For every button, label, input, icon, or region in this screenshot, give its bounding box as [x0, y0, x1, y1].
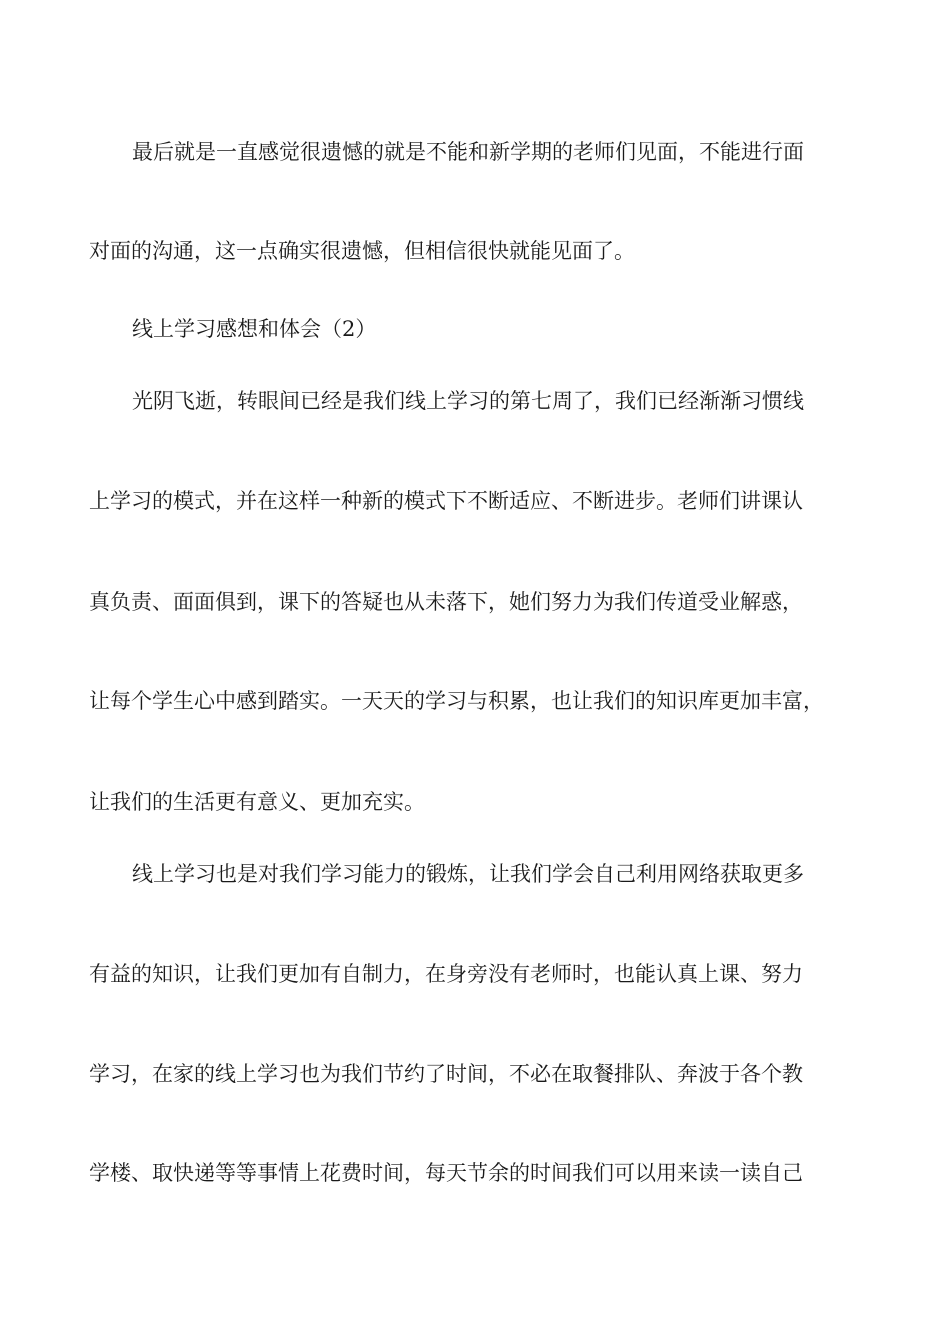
paragraph-3-line-1: 线上学习也是对我们学习能力的锻炼，让我们学会自己利用网络获取更多	[132, 862, 804, 886]
paragraph-1-line-1: 最后就是一直感觉很遗憾的就是不能和新学期的老师们见面，不能进行面	[132, 140, 804, 164]
paragraph-3-line-4: 学楼、取快递等等事情上花费时间，每天节余的时间我们可以用来读一读自己	[89, 1161, 803, 1185]
paragraph-1-line-2: 对面的沟通，这一点确实很遗憾，但相信很快就能见面了。	[89, 239, 635, 263]
paragraph-2-line-1: 光阴飞逝，转眼间已经是我们线上学习的第七周了，我们已经渐渐习惯线	[132, 389, 804, 413]
paragraph-2-line-3: 真负责、面面俱到，课下的答疑也从未落下，她们努力为我们传道受业解惑，	[89, 590, 803, 614]
paragraph-2-line-2: 上学习的模式，并在这样一种新的模式下不断适应、不断进步。老师们讲课认	[89, 489, 803, 513]
paragraph-3-line-3: 学习，在家的线上学习也为我们节约了时间，不必在取餐排队、奔波于各个教	[89, 1062, 803, 1086]
section-heading: 线上学习感想和体会（2）	[132, 317, 377, 341]
paragraph-2-line-5: 让我们的生活更有意义、更加充实。	[89, 790, 425, 814]
paragraph-2-line-4: 让每个学生心中感到踏实。一天天的学习与积累，也让我们的知识库更加丰富，	[89, 689, 824, 713]
paragraph-3-line-2: 有益的知识，让我们更加有自制力，在身旁没有老师时，也能认真上课、努力	[89, 962, 803, 986]
